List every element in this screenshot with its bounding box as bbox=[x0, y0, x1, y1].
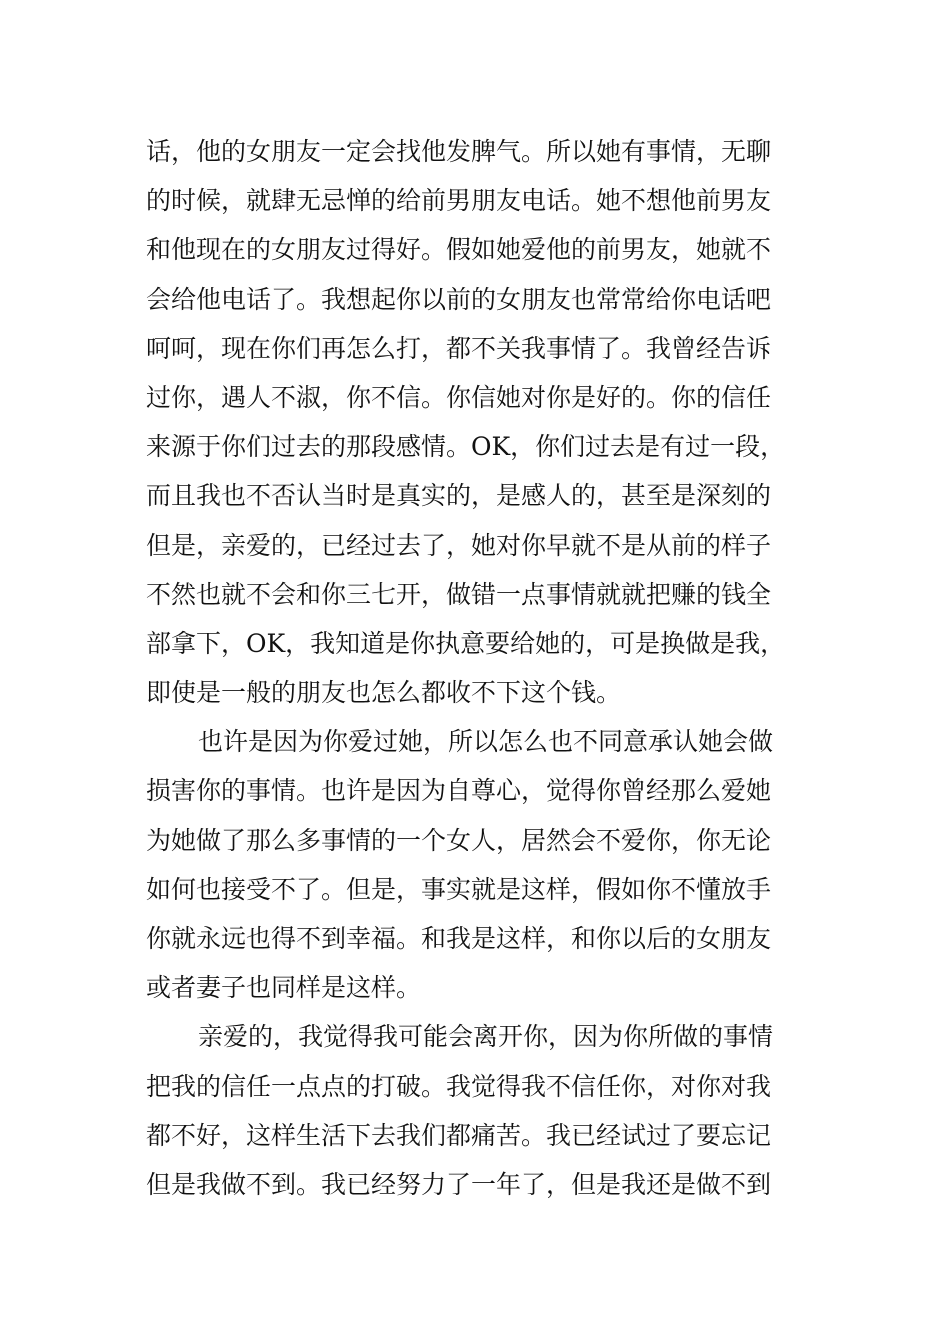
text-line: 部拿下，OK，我知道是你执意要给她的，可是换做是我， bbox=[146, 628, 786, 658]
text-line: 损害你的事情。也许是因为自尊心，觉得你曾经那么爱她 bbox=[146, 776, 772, 806]
text-line: 但是，亲爱的，已经过去了，她对你早就不是从前的样子 bbox=[146, 530, 772, 560]
text-line: 把我的信任一点点的打破。我觉得我不信任你，对你对我 bbox=[146, 1071, 772, 1101]
text-line: 来源于你们过去的那段感情。OK，你们过去是有过一段， bbox=[146, 432, 786, 462]
paragraph-3 bbox=[146, 1012, 816, 1209]
text-line-indented: 亲爱的，我觉得我可能会离开你，因为你所做的事情 bbox=[198, 1022, 774, 1052]
text-line: 不然也就不会和你三七开，做错一点事情就就把赚的钱全 bbox=[146, 579, 772, 609]
text-line: 你就永远也得不到幸福。和我是这样，和你以后的女朋友 bbox=[146, 924, 772, 953]
text-line: 和他现在的女朋友过得好。假如她爱他的前男友，她就不 bbox=[146, 235, 772, 265]
paragraph-2 bbox=[146, 717, 816, 1012]
text-line: 如何也接受不了。但是，事实就是这样，假如你不懂放手 bbox=[146, 874, 772, 904]
text-line: 为她做了那么多事情的一个女人，居然会不爱你，你无论 bbox=[146, 825, 772, 855]
text-line: 会给他电话了。我想起你以前的女朋友也常常给你电话吧 bbox=[146, 284, 772, 314]
text-line: 或者妻子也同样是这样。 bbox=[146, 973, 422, 1003]
text-line-indented: 也许是因为你爱过她，所以怎么也不同意承认她会做 bbox=[198, 727, 774, 757]
paragraph-1 bbox=[146, 127, 816, 717]
text-line: 都不好，这样生活下去我们都痛苦。我已经试过了要忘记 bbox=[146, 1120, 772, 1150]
text-line: 过你，遇人不淑，你不信。你信她对你是好的。你的信任 bbox=[146, 382, 772, 412]
text-line: 的时候，就肆无忌惮的给前男朋友电话。她不想他前男友 bbox=[146, 186, 772, 216]
body-text bbox=[146, 127, 816, 1209]
text-line: 话，他的女朋友一定会找他发脾气。所以她有事情，无聊 bbox=[146, 137, 772, 166]
text-line: 即使是一般的朋友也怎么都收不下这个钱。 bbox=[146, 678, 622, 708]
text-line: 而且我也不否认当时是真实的，是感人的，甚至是深刻的 bbox=[146, 481, 772, 511]
text-line: 但是我做不到。我已经努力了一年了，但是我还是做不到 bbox=[146, 1169, 772, 1199]
text-line: 呵呵，现在你们再怎么打，都不关我事情了。我曾经告诉 bbox=[146, 333, 772, 363]
